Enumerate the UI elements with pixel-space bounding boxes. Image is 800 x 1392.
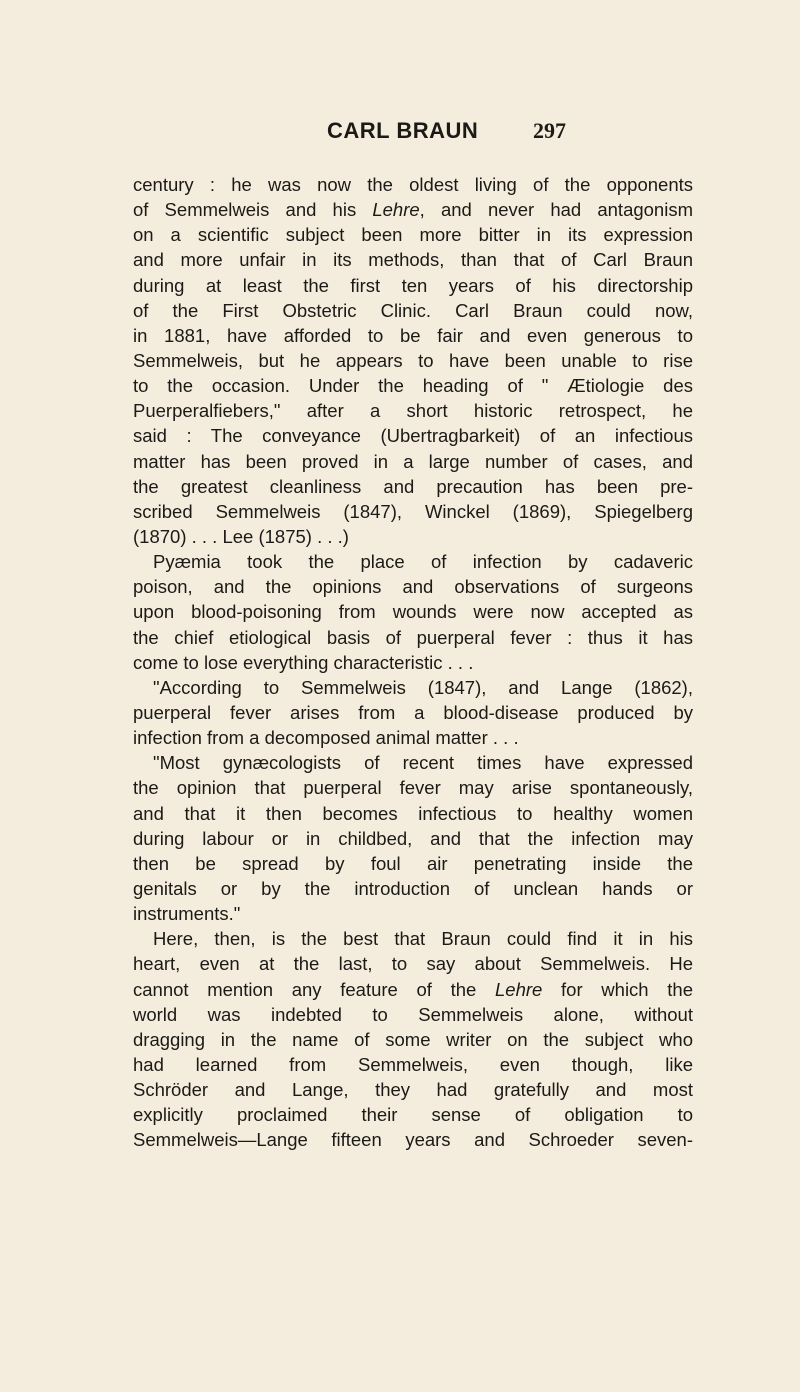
text-line: upon blood-poisoning from wounds were now accepted as [133, 601, 693, 623]
text-line: "According to Semmelweis (1847), and Lange (1862), [153, 676, 693, 698]
text-line: dragging in the name of some writer on the subject who [133, 1028, 693, 1050]
text-line: the chief etiological basis of puerperal fever : thus it has [133, 626, 693, 648]
text-line: Schröder and Lange, they had gratefully and most [133, 1079, 693, 1101]
text-line: on a scientific subject been more bitter in its expression [133, 224, 693, 246]
text-line: had learned from Semmelweis, even though, like [133, 1053, 693, 1075]
text-line: cannot mention any feature of the Lehre for which the [133, 978, 693, 1000]
text-line: to the occasion. Under the heading of " Ætiologie des [133, 375, 693, 397]
text-line: the greatest cleanliness and precaution has been pre- [133, 475, 693, 497]
text-line: of Semmelweis and his Lehre, and never had antagonism [133, 199, 693, 221]
text-line: Semmelweis, but he appears to have been unable to rise [133, 349, 693, 371]
text-line: matter has been proved in a large number of cases, and [133, 450, 693, 472]
running-title: CARL BRAUN [327, 118, 479, 143]
italic-term: Lehre [495, 978, 543, 1000]
text-line: Semmelweis—Lange fifteen years and Schroeder seven- [133, 1129, 693, 1151]
text-line: "Most gynæcologists of recent times have expressed [153, 752, 693, 774]
text-line: the opinion that puerperal fever may arise spontaneously, [133, 777, 693, 799]
text-line: and that it then becomes infectious to healthy women [133, 802, 693, 824]
text-line: said : The conveyance (Ubertragbarkeit) of an infectious [133, 425, 693, 447]
text-line: come to lose everything characteristic . . . [133, 651, 474, 673]
text-line: of the First Obstetric Clinic. Carl Braun could now, [133, 299, 693, 321]
page-number: 297 [533, 118, 566, 143]
text-line: world was indebted to Semmelweis alone, without [133, 1003, 693, 1025]
text-line: infection from a decomposed animal matter . . . [133, 727, 519, 749]
text-line: heart, even at the last, to say about Semmelweis. He [133, 953, 693, 975]
text-line: in 1881, have afforded to be fair and even generous to [133, 324, 693, 346]
text-line: Here, then, is the best that Braun could find it in his [153, 928, 693, 950]
text-line: Pyæmia took the place of infection by cadaveric [153, 551, 693, 573]
text-line: Puerperalfiebers," after a short historic retrospect, he [133, 400, 693, 422]
text-line: during labour or in childbed, and that the infection may [133, 827, 693, 849]
text-line: scribed Semmelweis (1847), Winckel (1869), Spiegelberg [133, 500, 693, 522]
text-line: century : he was now the oldest living of the opponents [133, 174, 693, 195]
text-line: genitals or by the introduction of unclean hands or [133, 877, 693, 899]
body-text [133, 172, 693, 1152]
text-line: instruments." [133, 903, 241, 925]
text-line: during at least the first ten years of his directorship [133, 274, 693, 296]
text-line: puerperal fever arises from a blood-disease produced by [133, 701, 693, 723]
text-line: poison, and the opinions and observations of surgeons [133, 576, 693, 598]
text-line: (1870) . . . Lee (1875) . . .) [133, 525, 349, 547]
text-line: explicitly proclaimed their sense of obligation to [133, 1104, 693, 1126]
text-line: then be spread by foul air penetrating inside the [133, 852, 693, 874]
italic-term: Lehre [372, 199, 420, 221]
text-line: and more unfair in its methods, than that of Carl Braun [133, 249, 693, 271]
page-header [0, 118, 800, 152]
